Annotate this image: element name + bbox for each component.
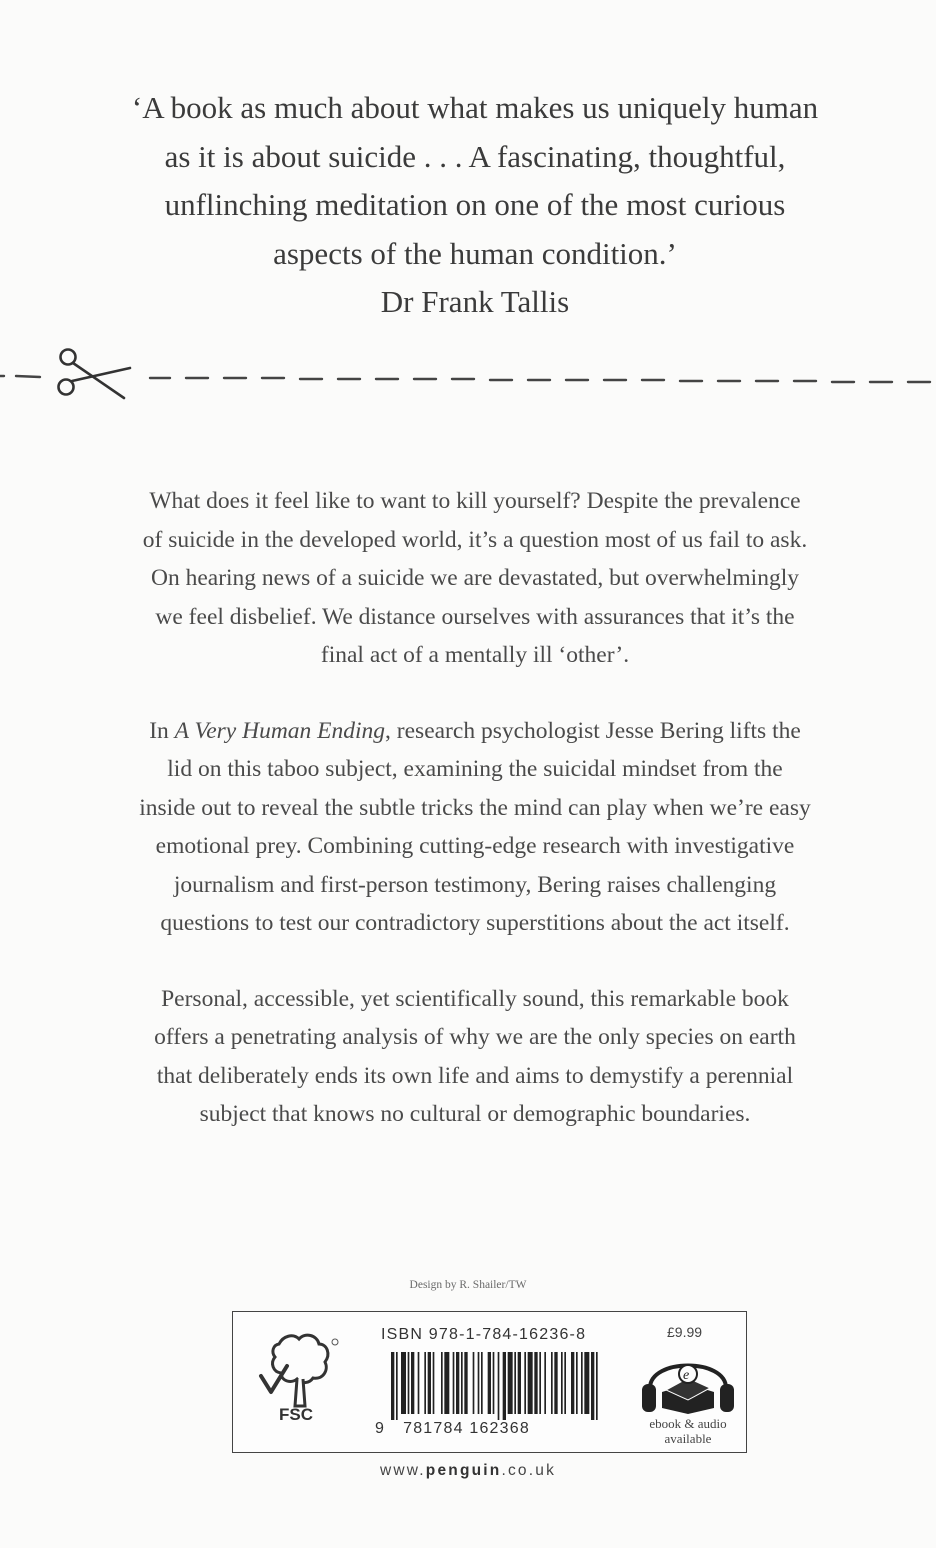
barcode-bar bbox=[411, 1352, 414, 1414]
barcode bbox=[391, 1352, 601, 1420]
blurb-line: What does it feel like to want to kill yourself? Despite the prevalence bbox=[149, 488, 801, 514]
barcode-bar bbox=[391, 1352, 394, 1420]
barcode-bar bbox=[461, 1352, 463, 1414]
price: £9.99 bbox=[667, 1324, 703, 1340]
barcode-bar bbox=[581, 1352, 583, 1414]
barcode-digits bbox=[375, 1420, 530, 1438]
blurb-text: In bbox=[149, 717, 175, 744]
blurb-line: On hearing news of a suicide we are devastated, but overwhelmingly bbox=[151, 565, 799, 591]
blurb-line: questions to test our contradictory superstitions about the act itself. bbox=[160, 910, 790, 936]
barcode-digits-left: 781784 bbox=[403, 1420, 464, 1437]
barcode-bar bbox=[464, 1352, 467, 1414]
barcode-bar bbox=[498, 1352, 500, 1420]
barcode-bar bbox=[571, 1352, 574, 1414]
barcode-bar bbox=[561, 1352, 563, 1414]
review-quote bbox=[60, 84, 890, 327]
quote-line: aspects of the human condition.’ bbox=[273, 235, 677, 271]
barcode-bar bbox=[456, 1352, 459, 1414]
blurb-paragraph-3 bbox=[60, 980, 890, 1134]
barcode-bar bbox=[441, 1352, 443, 1414]
blurb-line: emotional prey. Combining cutting-edge research with investigative bbox=[155, 833, 795, 859]
barcode-bar bbox=[453, 1352, 455, 1414]
barcode-bar bbox=[551, 1352, 553, 1414]
barcode-bar bbox=[524, 1352, 526, 1414]
barcode-bar bbox=[428, 1352, 431, 1414]
cut-line bbox=[0, 340, 936, 410]
barcode-panel bbox=[232, 1311, 747, 1453]
ebook-audio-label bbox=[623, 1416, 753, 1446]
barcode-bar bbox=[576, 1352, 578, 1414]
barcode-bar bbox=[596, 1352, 598, 1420]
barcode-bar bbox=[534, 1352, 537, 1414]
svg-text:e: e bbox=[683, 1368, 690, 1383]
blurb-line: journalism and first-person testimony, Bering raises challenging bbox=[173, 871, 777, 898]
barcode-bar bbox=[444, 1352, 449, 1414]
blurb-line: that deliberately ends its own life and aims to demystify a perennial bbox=[156, 1062, 794, 1089]
barcode-bar bbox=[544, 1352, 546, 1414]
barcode-bar bbox=[591, 1352, 594, 1420]
ebook-label-line: available bbox=[664, 1431, 712, 1446]
quote-line: as it is about suicide . . . A fascinating, thoughtful, bbox=[164, 138, 786, 174]
blurb bbox=[60, 482, 890, 1171]
ebook-label-line: ebook & audio bbox=[649, 1416, 727, 1431]
quote-attribution: Dr Frank Tallis bbox=[380, 284, 570, 319]
isbn: ISBN 978-1-784-16236-8 bbox=[381, 1326, 587, 1343]
barcode-bar bbox=[503, 1352, 506, 1420]
url-suffix: .co.uk bbox=[501, 1462, 557, 1479]
ebook-audio-icon bbox=[638, 1348, 738, 1416]
blurb-line: of suicide in the developed world, it’s a question most of us fail to ask. bbox=[142, 526, 808, 553]
blurb-line: we feel disbelief. We distance ourselves with assurances that it’s the bbox=[155, 603, 795, 630]
publisher-url[interactable] bbox=[0, 1462, 936, 1480]
barcode-digits-right: 162368 bbox=[469, 1420, 530, 1437]
barcode-bar bbox=[401, 1352, 406, 1414]
barcode-bar bbox=[528, 1352, 533, 1414]
blurb-line: Personal, accessible, yet scientifically sound, this remarkable book bbox=[161, 985, 789, 1012]
blurb-paragraph-2 bbox=[60, 712, 890, 943]
design-credit: Design by R. Shailer/TW bbox=[409, 1279, 527, 1291]
barcode-bar bbox=[418, 1352, 420, 1414]
barcode-bar bbox=[396, 1352, 398, 1420]
blurb-text: , research psychologist Jesse Bering lifts the bbox=[385, 717, 801, 744]
url-prefix: www. bbox=[379, 1462, 426, 1479]
barcode-bar bbox=[473, 1352, 475, 1414]
blurb-line: lid on this taboo subject, examining the suicidal mindset from the bbox=[167, 756, 783, 782]
url-brand: penguin bbox=[425, 1462, 502, 1479]
fsc-label: FSC bbox=[279, 1405, 313, 1424]
barcode-digit-lead: 9 bbox=[375, 1420, 386, 1437]
barcode-bar bbox=[493, 1352, 495, 1414]
book-title: A Very Human Ending bbox=[174, 717, 386, 744]
barcode-bar bbox=[478, 1352, 480, 1414]
quote-line: unflinching meditation on one of the most curious bbox=[164, 187, 786, 222]
barcode-bar bbox=[564, 1352, 566, 1414]
blurb-line bbox=[60, 712, 890, 751]
barcode-bar bbox=[554, 1352, 557, 1414]
blurb-line: inside out to reveal the subtle tricks the mind can play when we’re easy bbox=[139, 794, 811, 821]
blurb-line: subject that knows no cultural or demographic boundaries. bbox=[199, 1101, 751, 1127]
blurb-line: offers a penetrating analysis of why we are the only species on earth bbox=[154, 1024, 796, 1050]
quote-line: ‘A book as much about what makes us uniquely human bbox=[131, 90, 819, 125]
scissors-icon bbox=[59, 350, 131, 399]
barcode-bar bbox=[539, 1352, 541, 1414]
barcode-bar bbox=[408, 1352, 410, 1414]
barcode-bar bbox=[584, 1352, 589, 1414]
barcode-bar bbox=[488, 1352, 491, 1414]
barcode-bar bbox=[518, 1352, 521, 1414]
barcode-bar bbox=[481, 1352, 483, 1414]
barcode-bar bbox=[433, 1352, 435, 1414]
blurb-paragraph-1 bbox=[60, 482, 890, 675]
barcode-bar bbox=[514, 1352, 516, 1414]
barcode-bar bbox=[508, 1352, 513, 1414]
blurb-line: final act of a mentally ill ‘other’. bbox=[320, 642, 630, 668]
barcode-bar bbox=[424, 1352, 426, 1414]
